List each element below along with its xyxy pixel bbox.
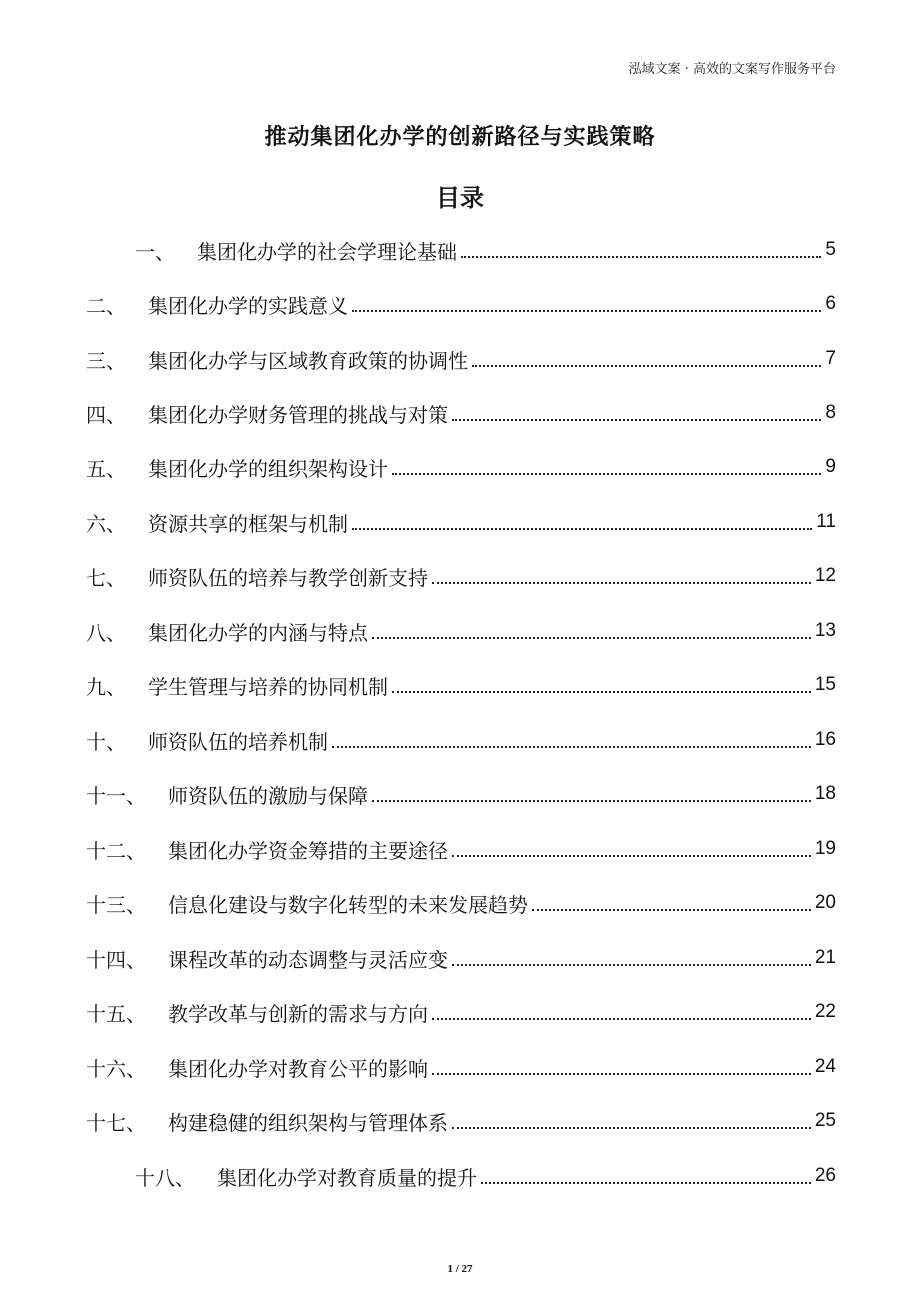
toc-entry[interactable] — [86, 883, 836, 923]
toc-entry-title: 集团化办学资金筹措的主要途径 — [168, 838, 448, 863]
toc-entry-page: 21 — [814, 947, 836, 968]
toc-entry-title: 集团化办学的组织架构设计 — [148, 456, 388, 481]
toc-entry[interactable] — [86, 665, 836, 705]
toc-entry[interactable] — [135, 1156, 836, 1196]
toc-entry[interactable] — [86, 1101, 836, 1141]
toc-entry[interactable] — [86, 829, 836, 869]
toc-dot-leader — [452, 855, 811, 857]
toc-entry-page: 18 — [814, 783, 836, 804]
toc-entry[interactable] — [86, 611, 836, 651]
document-title: 推动集团化办学的创新路径与实践策略 — [264, 125, 656, 150]
toc-entry-title: 集团化办学对教育公平的影响 — [168, 1056, 428, 1081]
toc-dot-leader — [352, 528, 812, 530]
toc-entry[interactable] — [86, 502, 836, 542]
toc-entry-page: 13 — [814, 620, 836, 641]
toc-dot-leader — [472, 365, 821, 367]
toc-dot-leader — [372, 800, 811, 802]
toc-entry[interactable] — [86, 339, 836, 379]
toc-dot-leader — [452, 419, 821, 421]
toc-dot-leader — [532, 909, 811, 911]
toc-entry-number: 一、 — [135, 239, 175, 264]
toc-dot-leader — [372, 637, 811, 639]
toc-entry[interactable] — [86, 556, 836, 596]
toc-entry-number: 十八、 — [135, 1165, 195, 1190]
toc-entry-number: 二、 — [86, 293, 126, 318]
toc-entry-title: 师资队伍的激励与保障 — [168, 783, 368, 808]
toc-entry[interactable] — [86, 447, 836, 487]
toc-entry[interactable] — [86, 1047, 836, 1087]
toc-entry[interactable] — [86, 938, 836, 978]
toc-entry-title: 集团化办学对教育质量的提升 — [217, 1165, 477, 1190]
header-brand-text: 泓域文案 · 高效的文案写作服务平台 — [628, 62, 836, 77]
page-indicator: 1 / 27 — [447, 1263, 473, 1275]
toc-entry-page: 16 — [814, 729, 836, 750]
toc-entry[interactable] — [135, 230, 836, 270]
toc-entry-title: 集团化办学与区域教育政策的协调性 — [148, 348, 468, 373]
toc-entry-title: 课程改革的动态调整与灵活应变 — [168, 947, 448, 972]
toc-dot-leader — [461, 256, 821, 258]
toc-entry-title: 资源共享的框架与机制 — [148, 511, 348, 536]
toc-entry-page: 12 — [814, 565, 836, 586]
toc-entry-number: 十一、 — [86, 783, 146, 808]
toc-entry[interactable] — [86, 774, 836, 814]
toc-entry-number: 四、 — [86, 402, 126, 427]
toc-dot-leader — [432, 582, 811, 584]
toc-entry-page: 22 — [814, 1001, 836, 1022]
toc-entry-number: 十二、 — [86, 838, 146, 863]
toc-entry-number: 三、 — [86, 348, 126, 373]
toc-entry-page: 5 — [825, 239, 836, 260]
toc-entry-title: 师资队伍的培养与教学创新支持 — [148, 565, 428, 590]
toc-entry-number: 五、 — [86, 456, 126, 481]
toc-entry[interactable] — [86, 992, 836, 1032]
toc-heading: 目录 — [436, 184, 484, 212]
toc-entry-number: 十六、 — [86, 1056, 146, 1081]
toc-entry-page: 7 — [825, 348, 836, 369]
toc-dot-leader — [392, 691, 811, 693]
toc-entry-title: 学生管理与培养的协同机制 — [148, 674, 388, 699]
toc-entry-number: 七、 — [86, 565, 126, 590]
toc-dot-leader — [352, 310, 821, 312]
toc-dot-leader — [452, 1127, 811, 1129]
toc-entry-number: 十三、 — [86, 892, 146, 917]
toc-entry-title: 集团化办学的社会学理论基础 — [197, 239, 457, 264]
toc-entry-title: 集团化办学的实践意义 — [148, 293, 348, 318]
toc-entry-page: 8 — [825, 402, 836, 423]
toc-entry-page: 6 — [825, 293, 836, 314]
toc-dot-leader — [481, 1182, 811, 1184]
toc-entry-page: 9 — [825, 456, 836, 477]
toc-entry-title: 教学改革与创新的需求与方向 — [168, 1001, 428, 1026]
toc-entry-title: 信息化建设与数字化转型的未来发展趋势 — [168, 892, 528, 917]
toc-dot-leader — [432, 1018, 811, 1020]
toc-dot-leader — [332, 746, 811, 748]
toc-entry[interactable] — [86, 720, 836, 760]
toc-entry-page: 25 — [814, 1110, 836, 1131]
toc-entry-title: 集团化办学财务管理的挑战与对策 — [148, 402, 448, 427]
toc-entry-page: 15 — [814, 674, 836, 695]
toc-dot-leader — [392, 473, 821, 475]
toc-entry[interactable] — [86, 284, 836, 324]
toc-entry-title: 集团化办学的内涵与特点 — [148, 620, 368, 645]
toc-entry-number: 九、 — [86, 674, 126, 699]
toc-entry-page: 19 — [814, 838, 836, 859]
toc-entry-number: 八、 — [86, 620, 126, 645]
toc-entry-title: 师资队伍的培养机制 — [148, 729, 328, 754]
toc-entry-number: 十四、 — [86, 947, 146, 972]
toc-entry-page: 24 — [814, 1056, 836, 1077]
toc-entry-number: 十、 — [86, 729, 126, 754]
toc-dot-leader — [452, 964, 811, 966]
toc-entry-page: 26 — [814, 1165, 836, 1186]
toc-dot-leader — [432, 1073, 811, 1075]
toc-entry[interactable] — [86, 393, 836, 433]
toc-entry-page: 20 — [814, 892, 836, 913]
toc-entry-number: 十五、 — [86, 1001, 146, 1026]
toc-entry-page: 11 — [816, 511, 836, 532]
toc-entry-number: 十七、 — [86, 1110, 146, 1135]
toc-entry-title: 构建稳健的组织架构与管理体系 — [168, 1110, 448, 1135]
toc-entry-number: 六、 — [86, 511, 126, 536]
